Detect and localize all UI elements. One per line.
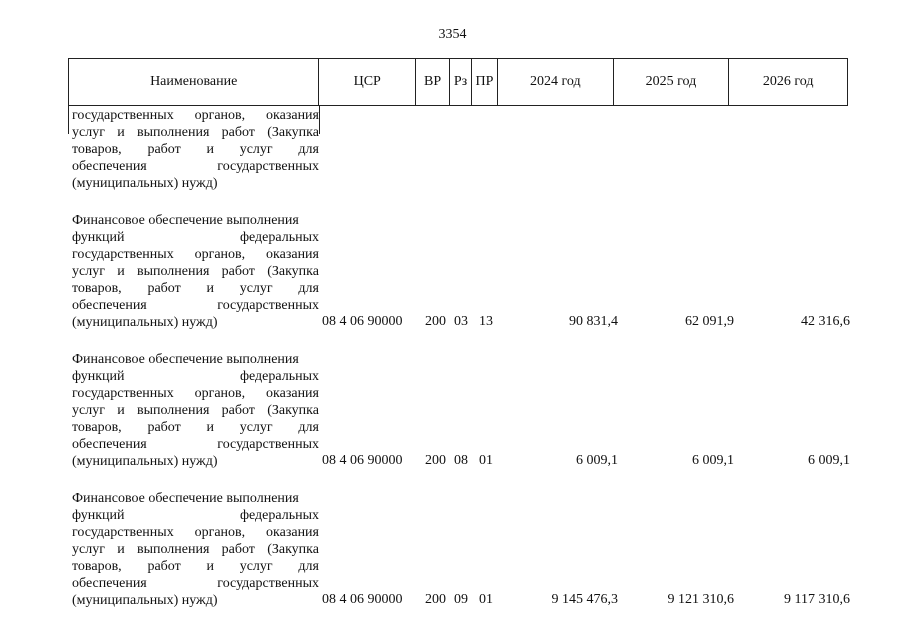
row-name-text — [72, 490, 319, 609]
vr-value: 200 — [425, 314, 446, 329]
text-line — [72, 541, 319, 558]
word: и — [117, 264, 125, 279]
text-line — [72, 297, 319, 314]
word: органов, — [194, 247, 246, 262]
text-line — [72, 368, 319, 385]
word: и — [206, 142, 214, 157]
word: федеральных — [239, 508, 319, 523]
column-header-2024: 2024 год — [498, 59, 614, 105]
value-2026: 9 117 310,6 — [784, 592, 850, 607]
word: услуг — [72, 403, 105, 418]
table-border-left — [68, 106, 69, 134]
value-2026: 6 009,1 — [808, 453, 850, 468]
value-2026: 42 316,6 — [801, 314, 850, 329]
word: товаров, — [72, 420, 122, 435]
table-header — [68, 58, 848, 106]
text-line — [72, 558, 319, 575]
word: оказания — [266, 386, 319, 401]
csr-value: 08 4 06 90000 — [322, 592, 403, 607]
pr-value: 13 — [479, 314, 493, 329]
row-name-text — [72, 351, 319, 470]
text-line — [72, 592, 319, 609]
word: товаров, — [72, 559, 122, 574]
word: для — [298, 420, 319, 435]
word: Финансовое обеспечение выполнения — [72, 491, 299, 506]
word: государственных — [72, 108, 174, 123]
text-line — [72, 575, 319, 592]
text-line — [72, 280, 319, 297]
vr-value: 200 — [425, 592, 446, 607]
word: (Закупка — [267, 542, 319, 557]
column-header-2026: 2026 год — [762, 74, 814, 89]
word: обеспечения — [72, 159, 147, 174]
word: органов, — [194, 386, 246, 401]
word: обеспечения — [72, 298, 147, 313]
word: и — [117, 542, 125, 557]
word: товаров, — [72, 142, 122, 157]
word: федеральных — [239, 369, 319, 384]
word: государственных — [72, 247, 174, 262]
word: работ — [147, 142, 181, 157]
text-line — [72, 402, 319, 419]
word: государственных — [72, 525, 174, 540]
word: государственных — [72, 386, 174, 401]
text-line — [72, 141, 319, 158]
column-header-2025: 2025 год — [614, 59, 730, 105]
word: обеспечения — [72, 437, 147, 452]
word: федеральных — [239, 230, 319, 245]
word: работ — [147, 559, 181, 574]
rz-value: 09 — [454, 592, 468, 607]
word: Финансовое обеспечение выполнения — [72, 213, 299, 228]
row-gap — [72, 192, 319, 212]
word: услуг — [72, 125, 105, 140]
column-header-rz: Рз — [450, 59, 472, 105]
word: государственных — [217, 298, 319, 313]
value-2025: 62 091,9 — [685, 314, 734, 329]
column-header-name: Наименование — [69, 59, 319, 105]
word: (муниципальных) нужд) — [72, 315, 218, 330]
text-line — [72, 351, 319, 368]
word: (муниципальных) нужд) — [72, 454, 218, 469]
word: услуг — [72, 264, 105, 279]
word: услуг — [239, 420, 273, 435]
text-line — [72, 246, 319, 263]
value-2025: 9 121 310,6 — [667, 592, 734, 607]
text-line — [72, 507, 319, 524]
word: оказания — [266, 525, 319, 540]
word: работ — [221, 542, 255, 557]
text-line — [72, 490, 319, 507]
text-line — [72, 385, 319, 402]
word: (муниципальных) нужд) — [72, 593, 218, 608]
word: выполнения — [136, 403, 210, 418]
value-2024: 90 831,4 — [569, 314, 618, 329]
word: услуг — [239, 281, 273, 296]
word: (Закупка — [267, 403, 319, 418]
pr-value: 01 — [479, 592, 493, 607]
text-line — [72, 107, 319, 124]
pr-value: 01 — [479, 453, 493, 468]
word: работ — [221, 403, 255, 418]
word: и — [117, 125, 125, 140]
word: выполнения — [136, 264, 210, 279]
text-line — [72, 263, 319, 280]
column-header-vr: ВР — [416, 59, 450, 105]
page-number: 3354 — [438, 27, 467, 42]
row-gap — [72, 331, 319, 351]
text-line — [72, 436, 319, 453]
word: и — [206, 420, 214, 435]
text-line — [72, 419, 319, 436]
word: товаров, — [72, 281, 122, 296]
word: функций — [72, 508, 125, 523]
table-border-name — [319, 106, 320, 134]
names-column — [72, 107, 319, 609]
word: и — [117, 403, 125, 418]
word: работ — [221, 125, 255, 140]
word: работ — [147, 420, 181, 435]
value-2024: 9 145 476,3 — [551, 592, 618, 607]
vr-value: 200 — [425, 453, 446, 468]
word: для — [298, 281, 319, 296]
text-line — [72, 212, 319, 229]
text-line — [72, 314, 319, 331]
value-2025: 6 009,1 — [692, 453, 734, 468]
word: выполнения — [136, 125, 210, 140]
word: государственных — [217, 576, 319, 591]
word: функций — [72, 369, 125, 384]
value-2024: 6 009,1 — [576, 453, 618, 468]
word: (Закупка — [267, 264, 319, 279]
word: работ — [147, 281, 181, 296]
text-line — [72, 175, 319, 192]
word: для — [298, 142, 319, 157]
word: органов, — [194, 525, 246, 540]
text-line — [72, 124, 319, 141]
csr-value: 08 4 06 90000 — [322, 453, 403, 468]
row-gap — [72, 470, 319, 490]
csr-value: 08 4 06 90000 — [322, 314, 403, 329]
word: работ — [221, 264, 255, 279]
row-name-text — [72, 107, 319, 192]
word: оказания — [266, 108, 319, 123]
word: услуг — [239, 142, 273, 157]
word: оказания — [266, 247, 319, 262]
word: Финансовое обеспечение выполнения — [72, 352, 299, 367]
rz-value: 08 — [454, 453, 468, 468]
word: государственных — [217, 159, 319, 174]
text-line — [72, 158, 319, 175]
word: выполнения — [136, 542, 210, 557]
word: для — [298, 559, 319, 574]
word: и — [206, 281, 214, 296]
word: (муниципальных) нужд) — [72, 176, 218, 191]
column-header-csr: ЦСР — [319, 59, 416, 105]
column-header-pr: ПР — [472, 59, 498, 105]
word: услуг — [72, 542, 105, 557]
text-line — [72, 453, 319, 470]
word: обеспечения — [72, 576, 147, 591]
word: государственных — [217, 437, 319, 452]
text-line — [72, 524, 319, 541]
rz-value: 03 — [454, 314, 468, 329]
word: услуг — [239, 559, 273, 574]
word: функций — [72, 230, 125, 245]
text-line — [72, 229, 319, 246]
word: и — [206, 559, 214, 574]
word: органов, — [194, 108, 246, 123]
row-name-text — [72, 212, 319, 331]
word: (Закупка — [267, 125, 319, 140]
